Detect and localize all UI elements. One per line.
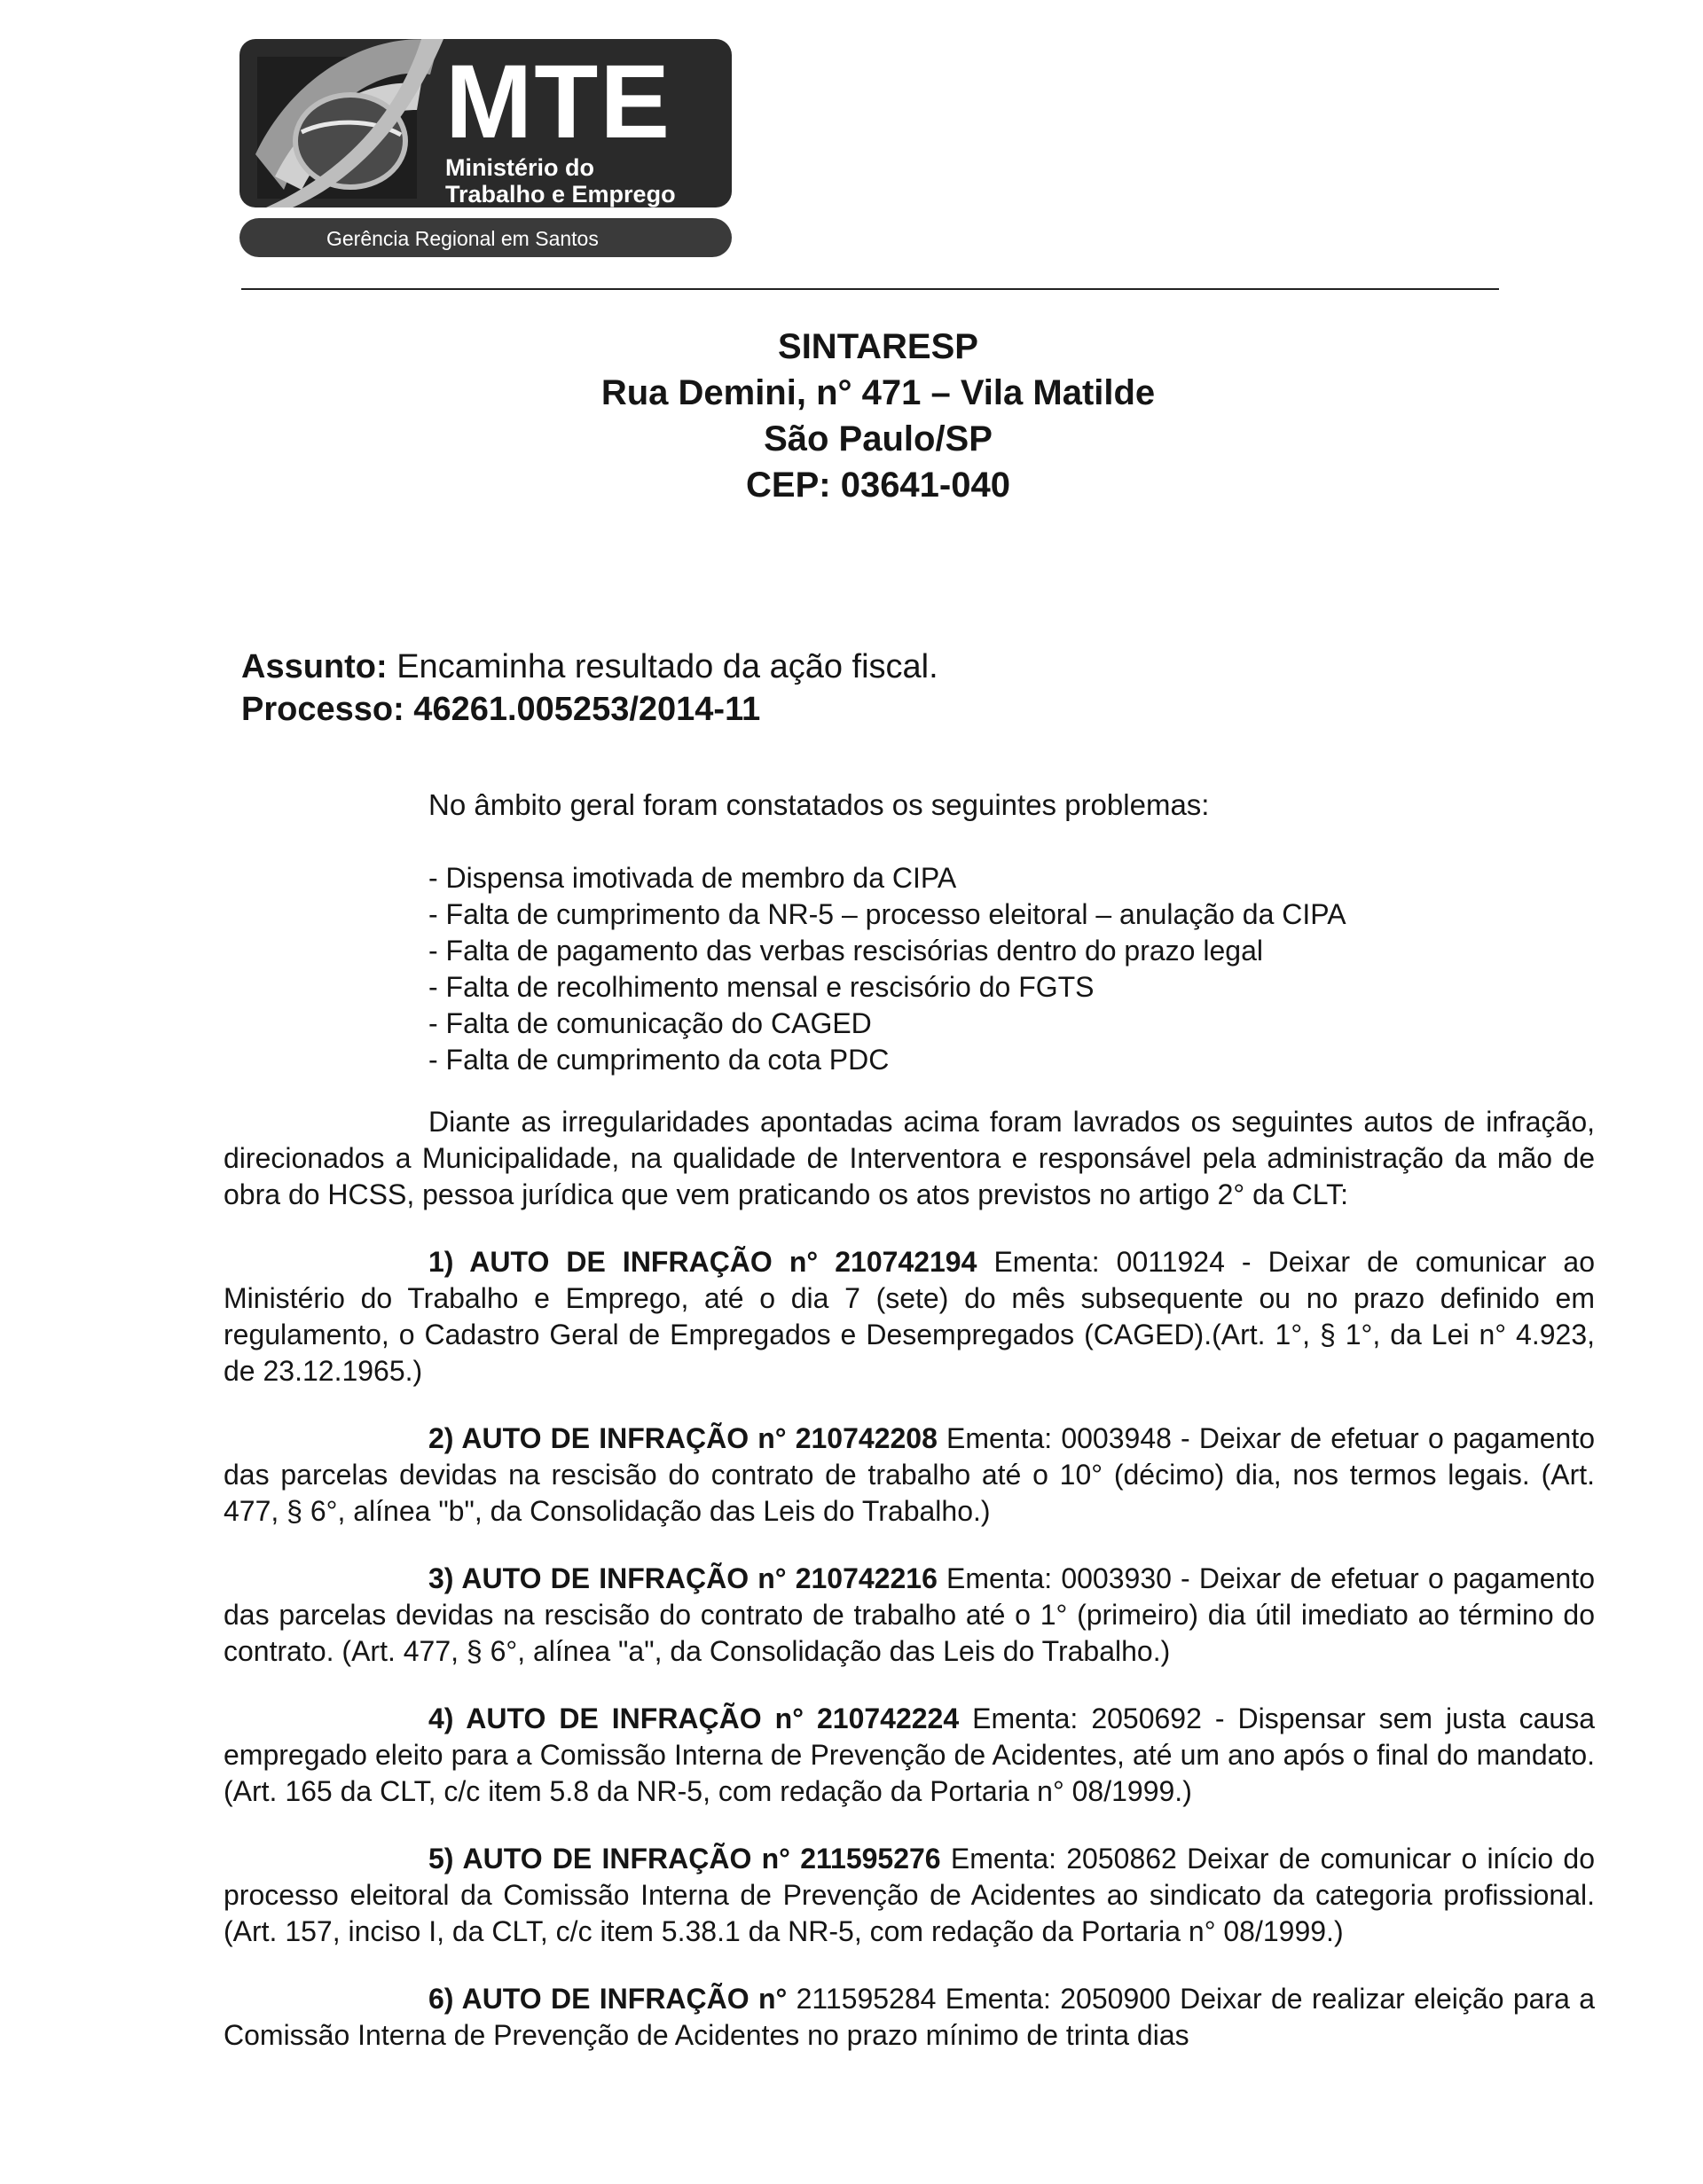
process-number: Processo: 46261.005253/2014-11: [241, 691, 761, 728]
auto-text: Ementa: 0003948 - Deixar de efetuar o pagamento das parcelas devidas na rescisão do contrato de trabalho até o 10° (décimo) dia, nos termos legais. (Art. 477, § 6°, alínea "b", da Consolidação das Leis do Trabalho.): [224, 1422, 1596, 1527]
auto-text: Ementa: 2050692 - Dispensar sem justa causa empregado eleito para a Comissão Interna de Prevenção de Acidentes, até um ano após o final do mandato. (Art. 165 da CLT, c/c item 5.8 da NR-5, com redação da Portaria n° 08/1999.): [224, 1703, 1596, 1807]
addressee-name: SINTARESP: [778, 327, 978, 366]
auto-text: Ementa: 2050862 Deixar de comunicar o início do processo eleitoral da Comissão Interna de Prevenção de Acidentes ao sindicato da categoria profissional. (Art. 157, inciso I, da CLT, c/c item 5.38.1 da NR-5, com redação da Portaria n° 08/1999.): [224, 1843, 1596, 1947]
auto-paragraph: [224, 1244, 1595, 1389]
logo-ministry-line2: Trabalho e Emprego: [445, 181, 676, 207]
mte-logo: [239, 21, 736, 261]
subject-label: Assunto:: [241, 648, 388, 685]
auto-paragraph: [224, 1421, 1595, 1530]
addressee-block: [266, 324, 1490, 508]
subject-block: [241, 646, 938, 731]
logo-acronym: MTE: [445, 43, 672, 160]
statement-paragraph: Diante as irregularidades apontadas acima foram lavrados os seguintes autos de infração, direcionados a Municipalidade, na qualidade de Interventora e responsável pela administração da mão de obra do HCSS, pessoa jurídica que vem praticando os atos previstos no artigo 2° da CLT:: [224, 1106, 1595, 1210]
auto-text: 211595284 Ementa: 2050900 Deixar de realizar eleição para a Comissão Interna de Prevenção de Acidentes no prazo mínimo de trinta dias: [224, 1983, 1596, 2051]
problems-list: [428, 860, 1346, 1078]
list-item: - Dispensa imotivada de membro da CIPA: [428, 862, 957, 894]
subject-text: Encaminha resultado da ação fiscal.: [387, 648, 938, 685]
auto-heading: 2) AUTO DE INFRAÇÃO n° 210742208: [428, 1422, 938, 1454]
list-item: - Falta de comunicação do CAGED: [428, 1007, 872, 1039]
auto-heading: 4) AUTO DE INFRAÇÃO n° 210742224: [428, 1703, 960, 1734]
list-item: - Falta de recolhimento mensal e rescisório do FGTS: [428, 971, 1095, 1003]
list-item: - Falta de cumprimento da cota PDC: [428, 1044, 890, 1076]
logo-ministry-line1: Ministério do: [445, 154, 594, 181]
auto-text: Ementa: 0011924 - Deixar de comunicar ao Ministério do Trabalho e Emprego, até o dia 7 (sete) do mês subsequente ou no prazo definido em regulamento, o Cadastro Geral de Empregados e Desempregados (CAGED).(Art. 1°, § 1°, da Lei n° 4.923, de 23.12.1965.): [224, 1246, 1596, 1387]
addressee-street: Rua Demini, n° 471 – Vila Matilde: [600, 373, 1156, 412]
list-item: - Falta de pagamento das verbas rescisórias dentro do prazo legal: [428, 935, 1263, 967]
auto-paragraph: [224, 1701, 1595, 1810]
subject-line: [241, 646, 938, 688]
document-body: [224, 1104, 1595, 2085]
auto-heading: 6) AUTO DE INFRAÇÃO n°: [428, 1983, 788, 2015]
header-divider: [241, 288, 1499, 290]
list-item: - Falta de cumprimento da NR-5 – processo eleitoral – anulação da CIPA: [428, 898, 1346, 930]
addressee-city: São Paulo/SP: [764, 419, 993, 458]
auto-paragraph: [224, 1841, 1595, 1950]
addressee-cep: CEP: 03641-040: [746, 466, 1010, 505]
auto-heading: 3) AUTO DE INFRAÇÃO n° 210742216: [428, 1562, 938, 1594]
problems-intro: No âmbito geral foram constatados os seguintes problemas:: [428, 788, 1210, 821]
auto-paragraph: [224, 1981, 1595, 2054]
auto-text: Ementa: 0003930 - Deixar de efetuar o pagamento das parcelas devidas na rescisão do contrato de trabalho até o 1° (primeiro) dia útil imediato ao término do contrato. (Art. 477, § 6°, alínea "a", da Consolidação das Leis do Trabalho.): [224, 1562, 1596, 1667]
auto-heading: 5) AUTO DE INFRAÇÃO n° 211595276: [428, 1843, 941, 1875]
auto-heading: 1) AUTO DE INFRAÇÃO n° 210742194: [428, 1246, 977, 1278]
logo-regional-office: Gerência Regional em Santos: [326, 227, 599, 250]
auto-paragraph: [224, 1561, 1595, 1670]
